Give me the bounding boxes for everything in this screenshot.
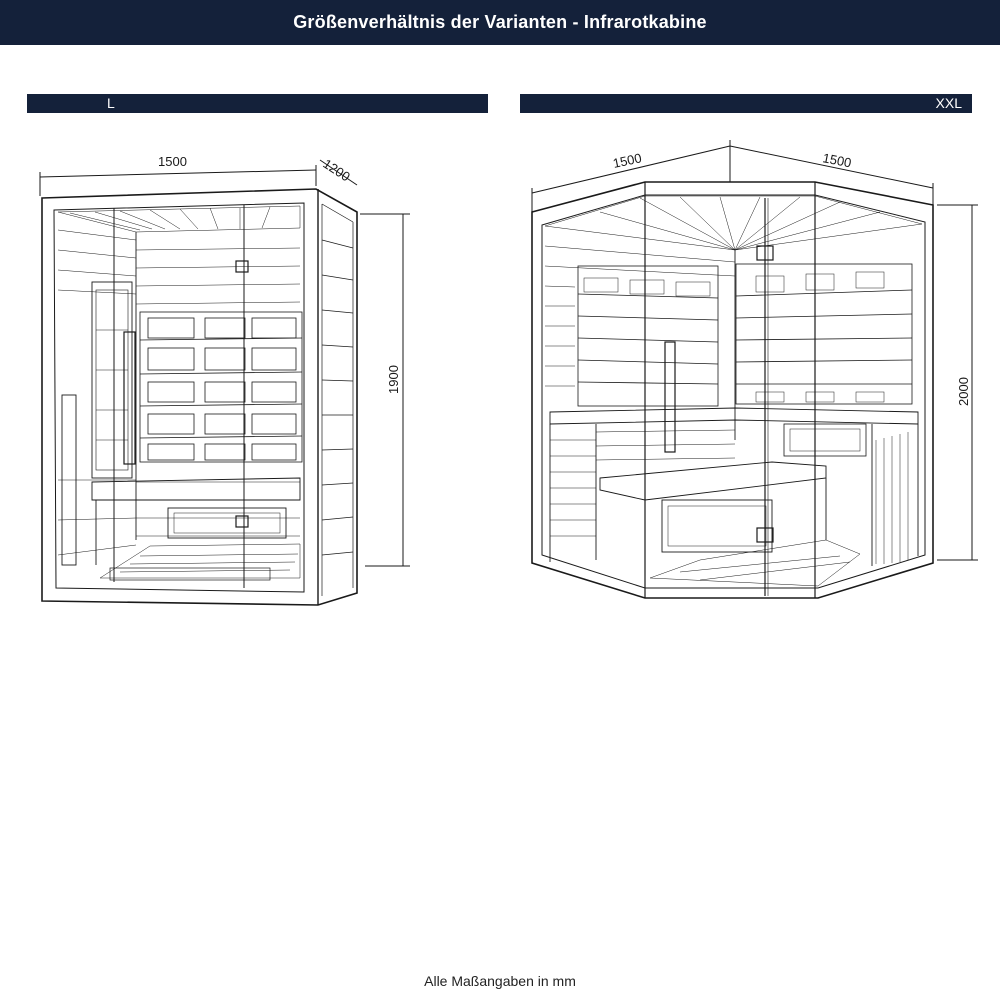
dimension-label-l-depth: 1200: [320, 155, 353, 185]
cabin-xxl-drawing: [532, 140, 978, 598]
cabin-xxl-floor: [650, 540, 860, 586]
cabin-l-back-wall: [136, 232, 300, 540]
cabin-xxl-ceiling: [545, 196, 922, 250]
cabin-xxl-lower-bench: [600, 462, 826, 576]
cabin-xxl-side-panel: [784, 424, 866, 456]
cabin-l-frame: [42, 189, 357, 605]
dimension-label-xxl-a: 1500: [611, 150, 643, 171]
dimension-label-l-width: 1500: [158, 154, 187, 169]
variant-l-label: L: [107, 95, 115, 111]
cabin-xxl-frame: [532, 182, 933, 598]
cabin-l-side-planks: [322, 204, 353, 596]
cabin-l-drawing: [40, 160, 410, 605]
cabin-l-floor: [100, 544, 300, 580]
dimension-line-l-width: [40, 165, 316, 196]
cabin-xxl-bench-planks: [550, 430, 908, 564]
dimension-label-l-height: 1900: [386, 365, 401, 394]
cabin-xxl-right-panels: [736, 264, 912, 404]
dimension-label-xxl-height: 2000: [956, 377, 971, 406]
cabin-xxl-left-panels: [578, 266, 718, 406]
cabin-xxl-left-wall: [545, 246, 735, 440]
cabin-l-bench: [92, 478, 300, 565]
dimension-line-l-height: [360, 214, 410, 566]
variant-xxl-label: XXL: [935, 95, 962, 111]
cabin-l-ceiling: [58, 206, 300, 232]
cabin-l-glass-door: [114, 205, 248, 588]
cabin-l-infrared-panels: [140, 312, 302, 462]
page-title: Größenverhältnis der Varianten - Infrarotkabine: [293, 12, 707, 32]
units-note: Alle Maßangaben in mm: [424, 973, 576, 989]
dimension-label-xxl-b: 1500: [821, 150, 853, 171]
